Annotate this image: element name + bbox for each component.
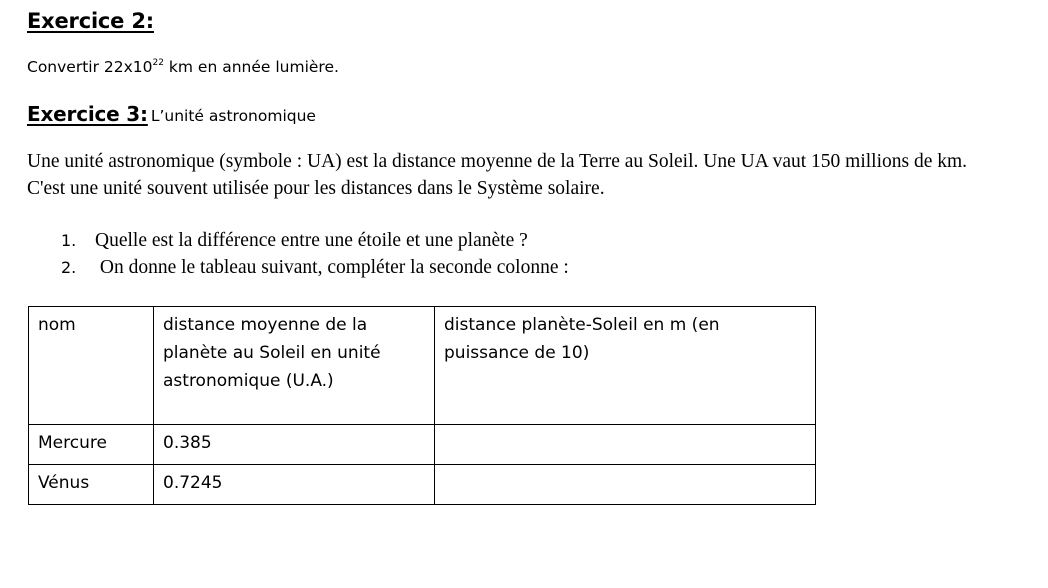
exercise-3-subtitle: L’unité astronomique [150,107,316,125]
cell-planet-name: Vénus [29,465,154,505]
planet-distance-table [28,306,816,505]
exercise-3-heading [27,102,316,126]
exercise-2-title: Exercice 2: [27,9,154,33]
exercise-3-title [27,102,148,126]
table-header-row [29,307,816,425]
conversion-base: 22x10 [103,58,153,76]
cell-distance-m[interactable] [435,425,816,465]
table-row [29,425,816,465]
header-distance-m: distance planète-Soleil en m (en puissance de 10) [435,307,816,425]
cell-distance-ua: 0.385 [154,425,435,465]
cell-distance-ua: 0.7245 [154,465,435,505]
header-distance-ua: distance moyenne de la planète au Soleil en unité astronomique (U.A.) [154,307,435,425]
conversion-exponent: 22 [152,58,164,68]
table-row [29,465,816,505]
question-1-text: Quelle est la différence entre une étoile et une planète ? [95,230,528,251]
conversion-instruction [27,58,339,76]
question-1 [61,230,528,252]
exercise-3-title-text: Exercice 3 [27,102,141,126]
cell-distance-m[interactable] [435,465,816,505]
question-1-number: 1. [61,231,77,250]
exercise-3-title-colon: : [140,102,148,126]
conversion-prefix: Convertir [27,58,104,76]
definition-paragraph: Une unité astronomique (symbole : UA) est la distance moyenne de la Terre au Soleil. Une UA vaut 150 millions de km. C'est une unité souvent utilisée pour les distances dans le Système solaire. [27,151,968,199]
question-2-text: On donne le tableau suivant, compléter la seconde colonne : [95,257,569,278]
question-2 [61,257,569,279]
cell-planet-name: Mercure [29,425,154,465]
question-2-number: 2. [61,258,77,277]
header-name: nom [29,307,154,425]
conversion-suffix: km en année lumière. [163,58,339,76]
